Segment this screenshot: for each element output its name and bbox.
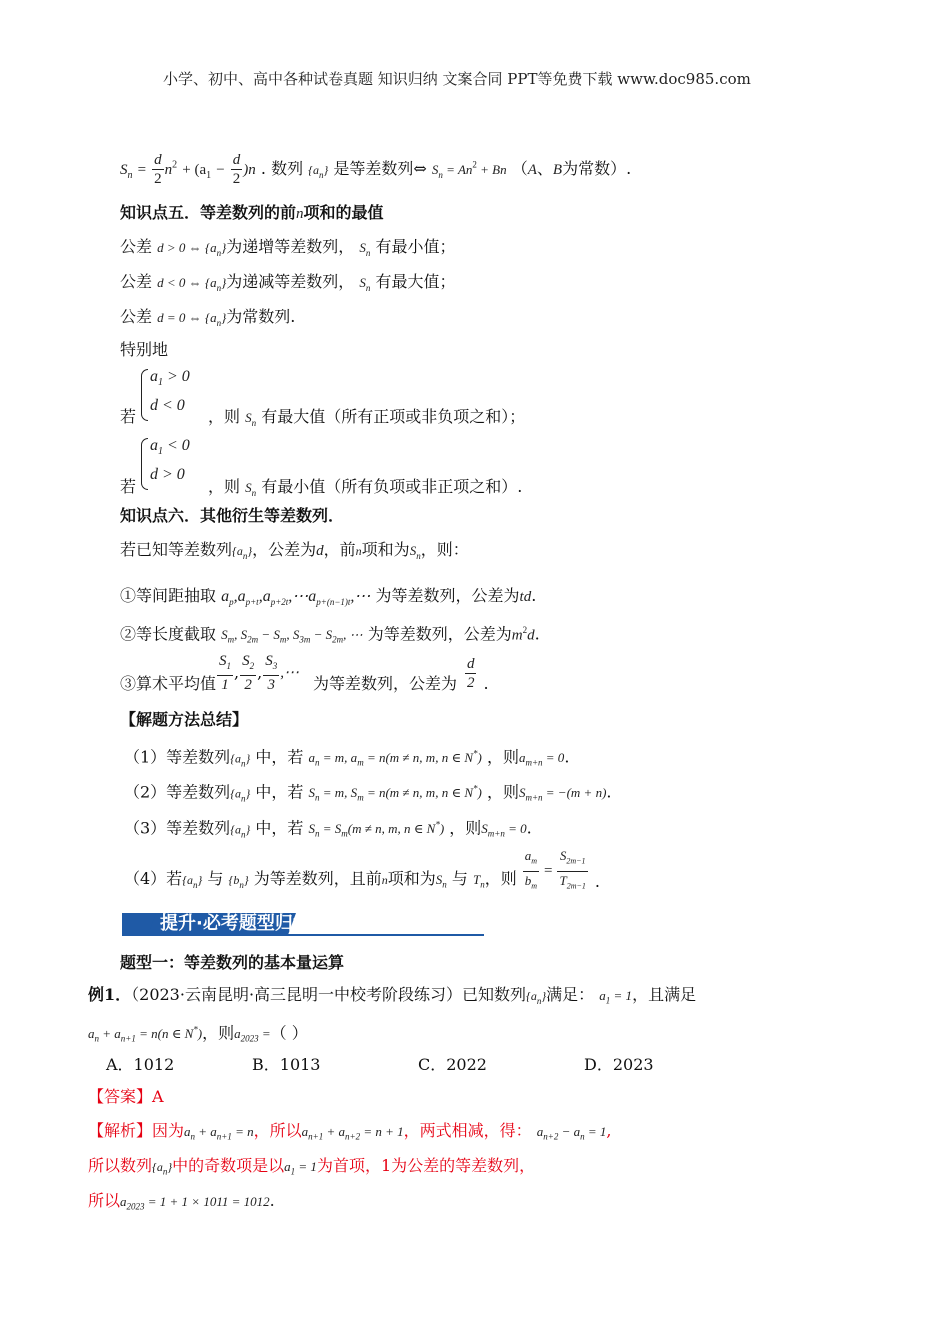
fraction-s2-over-2: $\frac{S_2}{2}$ [242, 653, 255, 693]
case1-line: 若 ，则 $S_n$ 有最大值（所有正项或非负项之和）； [120, 407, 526, 429]
methods-title: 【解题方法总结】 [120, 710, 249, 729]
section6-item3: ③算术平均值 $\frac{S_1}{1}$ , $\frac{S_2}{2}$ , $\frac{S_3}{3}$ ,⋯ 为等差数列，公差为 $\frac{d}{2}$ . [120, 653, 489, 693]
option-c[interactable]: C．2022 [418, 1055, 487, 1074]
option-d[interactable]: D．2023 [584, 1055, 654, 1074]
section5-line3: 公差 d = 0 ⇔ $\{a_n\}$为常数列. [120, 307, 296, 329]
fraction-d-over-2-item3: $\frac{d}{2}$ [466, 655, 475, 691]
method-1: （1）等差数列$\{a_n\}$ 中，若 $a_n = m$, $a_m = n(m \ne n$, m, n ∈ N*) ，则$a_{m+n} = 0$. [124, 747, 570, 769]
method-2: （2）等差数列$\{a_n\}$ 中，若 $S_n = m$, $S_m = n(m \ne n$, m, n ∈ N*) ，则$S_{m+n} = -(m + n)$. [124, 782, 612, 804]
special-title: 特别地 [120, 340, 169, 359]
fraction-s3-over-3: $\frac{S_3}{3}$ [265, 653, 278, 693]
section6-item1: ①等间距抽取 $a_p,a_{p+t},a_{p+2t},\cdots a_{p+(n-1)t},\cdots$ 为等差数列，公差为td. [120, 586, 537, 608]
section6-item2: ②等长度截取 $S_m$, $S_{2m} - S_m$, $S_{3m} - S_{2m}$, ⋯ 为等差数列，公差为$m^2d$. [120, 624, 540, 645]
sn-formula-line: $S_n$ = $\frac{d}{2}$ $n^2 + (a_1$ − $\frac{d}{2}$ )n . 数列 $\{a_n\}$ 是等差数列⇔ $S_n = An^2 + Bn$ （A、B为常数）. [120, 152, 632, 187]
solution-line3: 所以$a_{2023} = 1 + 1 \times 1011 = 1012$. [88, 1191, 275, 1212]
example1-line1: 例1．（2023·云南昆明·高三昆明一中校考阶段练习）已知数列$\{a_n\}$满足： $a_1 = 1$，且满足 [88, 985, 697, 1007]
section5-line2: 公差 d < 0 ⇔ $\{a_n\}$为递减等差数列， $S_n$ 有最大值； [120, 272, 456, 294]
case1-bottom: d < 0 [150, 397, 185, 414]
fraction-am-over-bm: $\frac{a_m}{b_m}$ [523, 847, 539, 895]
option-b[interactable]: B．1013 [252, 1055, 321, 1074]
page-header: 小学、初中、高中各种试卷真题 知识归纳 文案合同 PPT等免费下载 www.doc985.com [163, 70, 751, 88]
option-a[interactable]: A．1012 [106, 1055, 175, 1074]
example1-line2: $a_n + a_{n+1} = n(n$ ∈ N*)，则$a_{2023}$ =（ ） [88, 1023, 308, 1044]
banner-label: 提升·必考题型归纳 [160, 913, 311, 934]
case1-top: $a_1 > 0$ [150, 368, 190, 389]
section-banner [122, 913, 484, 935]
type1-title: 题型一：等差数列的基本量运算 [120, 953, 345, 972]
fraction-s-over-t: $\frac{S_{2m-1}}{T_{2m-1}}$ [557, 847, 587, 895]
section6-title: 知识点六．其他衍生等差数列． [120, 506, 345, 525]
case2-bottom: d > 0 [150, 466, 185, 483]
method-3: （3）等差数列$\{a_n\}$ 中，若 $S_n = S_m(m \ne n$, m, n ∈ N*) ，则$S_{m+n} = 0$. [124, 818, 532, 840]
method-4: （4）若$\{a_n\}$ 与 $\{b_n\}$ 为等差数列，且前n项和为$S_n$ 与 $T_n$，则 $\frac{a_m}{b_m}$ = $\frac{S_{2m-1}}{T_{2m-1}}$ . [124, 848, 600, 894]
section5-line1: 公差 d > 0 ⇔ $\{a_n\}$为递增等差数列， $S_n$ 有最小值； [120, 237, 456, 259]
answer-line: 【答案】A [88, 1087, 164, 1106]
section5-title: 知识点五．等差数列的前n项和的最值 [120, 203, 384, 222]
fraction-s1-over-1: $\frac{S_1}{1}$ [219, 653, 232, 693]
case2-top: $a_1 < 0$ [150, 437, 190, 458]
fraction-d-over-2-b: $\frac{d}{2}$ [232, 152, 241, 187]
case2-line: 若 ，则 $S_n$ 有最小值（所有负项或非正项之和）. [120, 477, 523, 499]
solution-line1: 【解析】因为$a_n + a_{n+1} = n$，所以$a_{n+1} + a_{n+2} = n + 1$，两式相减，得： $a_{n+2} - a_n = 1$, [88, 1121, 612, 1142]
fraction-d-over-2: $\frac{d}{2}$ [154, 152, 162, 187]
section6-intro: 若已知等差数列$\{a_n\}$，公差为d，前n项和为$S_n$，则： [120, 540, 469, 562]
solution-line2: 所以数列$\{a_n\}$中的奇数项是以$a_1 = 1$为首项，1为公差的等差数列， [88, 1156, 536, 1177]
